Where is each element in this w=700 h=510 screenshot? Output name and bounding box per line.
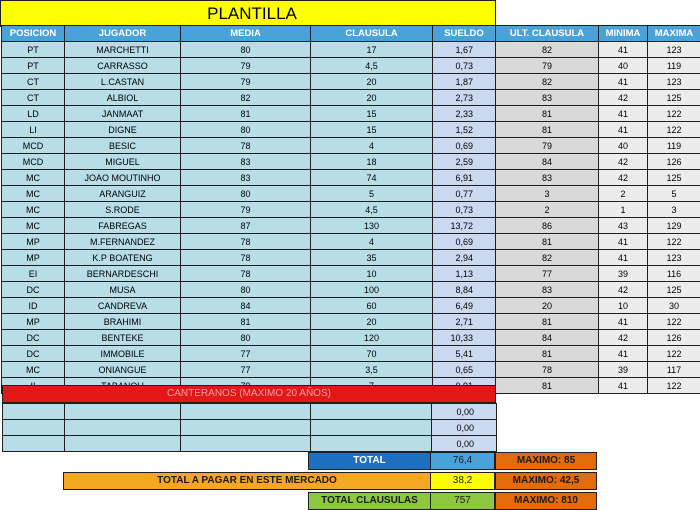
- col-header-sueldo[interactable]: SUELDO: [433, 26, 496, 42]
- cell-jugador[interactable]: M.FERNANDEZ: [65, 234, 181, 250]
- total-max-text: MAXIMO: 85: [517, 455, 575, 466]
- cell-ult-clausula[interactable]: 83: [496, 90, 599, 106]
- roster-table: [1, 25, 700, 394]
- cell-clausula[interactable]: 15: [311, 106, 433, 122]
- cell-media[interactable]: 79: [181, 74, 311, 90]
- cell-jugador[interactable]: CARRASSO: [65, 58, 181, 74]
- cell-maxima[interactable]: 122: [648, 346, 700, 362]
- cell-ult-clausula[interactable]: 83: [496, 282, 599, 298]
- sheet-title: [0, 0, 496, 27]
- cell-posicion[interactable]: DC: [2, 330, 65, 346]
- cell-maxima[interactable]: 125: [648, 170, 700, 186]
- cell-ult-clausula[interactable]: 77: [496, 266, 599, 282]
- cell-media[interactable]: 80: [181, 282, 311, 298]
- cell-minima[interactable]: 39: [599, 362, 648, 378]
- cell-posicion[interactable]: MC: [2, 218, 65, 234]
- cell-clausula[interactable]: 3,5: [311, 362, 433, 378]
- cell-media[interactable]: 78: [181, 234, 311, 250]
- cell-media[interactable]: 80: [181, 330, 311, 346]
- cell-posicion[interactable]: ID: [2, 298, 65, 314]
- cell-jugador[interactable]: L.CASTAN: [65, 74, 181, 90]
- cell-clausula[interactable]: 4,5: [311, 58, 433, 74]
- table-row: [2, 42, 700, 58]
- cell-clausula[interactable]: 17: [311, 42, 433, 58]
- cell-minima[interactable]: 40: [599, 138, 648, 154]
- table-row: [2, 106, 700, 122]
- canteranos-empty-cell[interactable]: [181, 404, 311, 420]
- cell-clausula[interactable]: 4,5: [311, 202, 433, 218]
- cell-sueldo[interactable]: 1,87: [433, 74, 496, 90]
- col-header-maxima[interactable]: MAXIMA: [648, 26, 700, 42]
- total-label: [308, 452, 431, 470]
- cell-clausula[interactable]: 120: [311, 330, 433, 346]
- canteranos-empty-cell[interactable]: [65, 436, 181, 452]
- cell-media[interactable]: 80: [181, 122, 311, 138]
- cell-ult-clausula[interactable]: 78: [496, 362, 599, 378]
- total-label-text: TOTAL: [353, 455, 385, 466]
- cell-sueldo[interactable]: 0,73: [433, 58, 496, 74]
- cell-minima[interactable]: 41: [599, 42, 648, 58]
- cell-jugador[interactable]: BESIC: [65, 138, 181, 154]
- cell-sueldo[interactable]: 0,65: [433, 362, 496, 378]
- canteranos-row: [3, 436, 497, 452]
- cell-maxima[interactable]: 123: [648, 74, 700, 90]
- cell-clausula[interactable]: 130: [311, 218, 433, 234]
- canteranos-sueldo-cell[interactable]: 0,00: [432, 420, 497, 436]
- cell-maxima[interactable]: 3: [648, 202, 700, 218]
- cell-jugador[interactable]: JOAO MOUTINHO: [65, 170, 181, 186]
- sheet-title-text: PLANTILLA: [1, 1, 495, 27]
- cell-clausula[interactable]: 60: [311, 298, 433, 314]
- cell-sueldo[interactable]: 1,13: [433, 266, 496, 282]
- canteranos-empty-cell[interactable]: [65, 420, 181, 436]
- pagar-label-text: TOTAL A PAGAR EN ESTE MERCADO: [157, 475, 337, 486]
- cell-ult-clausula[interactable]: 81: [496, 346, 599, 362]
- cell-sueldo[interactable]: 0,73: [433, 202, 496, 218]
- cell-sueldo[interactable]: 2,71: [433, 314, 496, 330]
- cell-ult-clausula[interactable]: 82: [496, 42, 599, 58]
- cell-maxima[interactable]: 119: [648, 58, 700, 74]
- table-row: [2, 154, 700, 170]
- cell-jugador[interactable]: ARANGUIZ: [65, 186, 181, 202]
- cell-media[interactable]: 83: [181, 154, 311, 170]
- cell-posicion[interactable]: MP: [2, 314, 65, 330]
- cell-clausula[interactable]: 10: [311, 266, 433, 282]
- cell-clausula[interactable]: 35: [311, 250, 433, 266]
- cell-sueldo[interactable]: 0,77: [433, 186, 496, 202]
- cell-media[interactable]: 82: [181, 90, 311, 106]
- cell-posicion[interactable]: MC: [2, 186, 65, 202]
- cell-minima[interactable]: 41: [599, 122, 648, 138]
- cell-posicion[interactable]: MCD: [2, 154, 65, 170]
- cell-media[interactable]: 79: [181, 202, 311, 218]
- cell-minima[interactable]: 2: [599, 186, 648, 202]
- cell-ult-clausula[interactable]: 84: [496, 330, 599, 346]
- cell-media[interactable]: 80: [181, 42, 311, 58]
- cell-maxima[interactable]: 119: [648, 138, 700, 154]
- cell-jugador[interactable]: MIGUEL: [65, 154, 181, 170]
- cell-maxima[interactable]: 129: [648, 218, 700, 234]
- cell-ult-clausula[interactable]: 84: [496, 154, 599, 170]
- cell-media[interactable]: 80: [181, 186, 311, 202]
- cell-minima[interactable]: 39: [599, 266, 648, 282]
- clausulas-value-text: 757: [454, 495, 471, 506]
- cell-sueldo[interactable]: 5,41: [433, 346, 496, 362]
- cell-sueldo[interactable]: 10,33: [433, 330, 496, 346]
- cell-minima[interactable]: 41: [599, 314, 648, 330]
- cell-minima[interactable]: 1: [599, 202, 648, 218]
- clausulas-label: [308, 492, 431, 510]
- cell-clausula[interactable]: 74: [311, 170, 433, 186]
- cell-sueldo[interactable]: 1,67: [433, 42, 496, 58]
- cell-minima[interactable]: 41: [599, 250, 648, 266]
- cell-posicion[interactable]: LD: [2, 106, 65, 122]
- table-row: [2, 58, 700, 74]
- cell-jugador[interactable]: DIGNE: [65, 122, 181, 138]
- cell-posicion[interactable]: DC: [2, 282, 65, 298]
- cell-ult-clausula[interactable]: 86: [496, 218, 599, 234]
- cell-media[interactable]: 81: [181, 314, 311, 330]
- cell-maxima[interactable]: 5: [648, 186, 700, 202]
- cell-jugador[interactable]: S.RODE: [65, 202, 181, 218]
- cell-posicion[interactable]: MC: [2, 202, 65, 218]
- cell-sueldo[interactable]: 2,33: [433, 106, 496, 122]
- table-row: [2, 170, 700, 186]
- canteranos-header: [2, 385, 496, 403]
- cell-sueldo[interactable]: 0,69: [433, 234, 496, 250]
- cell-posicion[interactable]: CT: [2, 90, 65, 106]
- cell-maxima[interactable]: 122: [648, 378, 700, 394]
- cell-clausula[interactable]: 4: [311, 234, 433, 250]
- canteranos-header-text: CANTERANOS (MAXIMO 20 AÑOS): [167, 388, 331, 399]
- cell-maxima[interactable]: 30: [648, 298, 700, 314]
- cell-maxima[interactable]: 122: [648, 314, 700, 330]
- canteranos-empty-cell[interactable]: [311, 404, 432, 420]
- canteranos-empty-cell[interactable]: [181, 436, 311, 452]
- cell-clausula[interactable]: 20: [311, 314, 433, 330]
- cell-sueldo[interactable]: 13,72: [433, 218, 496, 234]
- cell-jugador[interactable]: ALBIOL: [65, 90, 181, 106]
- canteranos-sueldo-cell[interactable]: 0,00: [432, 436, 497, 452]
- cell-maxima[interactable]: 123: [648, 250, 700, 266]
- cell-posicion[interactable]: PT: [2, 42, 65, 58]
- cell-jugador[interactable]: MARCHETTI: [65, 42, 181, 58]
- cell-media[interactable]: 87: [181, 218, 311, 234]
- cell-minima[interactable]: 42: [599, 170, 648, 186]
- cell-maxima[interactable]: 123: [648, 42, 700, 58]
- cell-ult-clausula[interactable]: 81: [496, 234, 599, 250]
- canteranos-table: [2, 403, 497, 452]
- canteranos-empty-cell[interactable]: [3, 436, 65, 452]
- cell-jugador[interactable]: JANMAAT: [65, 106, 181, 122]
- table-row: [2, 138, 700, 154]
- cell-ult-clausula[interactable]: 83: [496, 170, 599, 186]
- cell-jugador[interactable]: BRAHIMI: [65, 314, 181, 330]
- cell-maxima[interactable]: 122: [648, 106, 700, 122]
- canteranos-sueldo-cell[interactable]: 0,00: [432, 404, 497, 420]
- table-row: [2, 282, 700, 298]
- total-value[interactable]: [430, 452, 495, 470]
- col-header-clausula[interactable]: CLAUSULA: [311, 26, 433, 42]
- col-header-ult-clausula[interactable]: ULT. CLAUSULA: [496, 26, 599, 42]
- cell-maxima[interactable]: 126: [648, 154, 700, 170]
- clausulas-value[interactable]: [430, 492, 495, 510]
- cell-sueldo[interactable]: 2,94: [433, 250, 496, 266]
- cell-clausula[interactable]: 18: [311, 154, 433, 170]
- roster-header-row: [2, 26, 700, 42]
- cell-minima[interactable]: 42: [599, 330, 648, 346]
- cell-ult-clausula[interactable]: 79: [496, 58, 599, 74]
- cell-minima[interactable]: 41: [599, 378, 648, 394]
- cell-posicion[interactable]: MC: [2, 362, 65, 378]
- table-row: [2, 218, 700, 234]
- cell-jugador[interactable]: IMMOBILE: [65, 346, 181, 362]
- cell-clausula[interactable]: 15: [311, 122, 433, 138]
- cell-jugador[interactable]: CANDREVA: [65, 298, 181, 314]
- cell-posicion[interactable]: MP: [2, 234, 65, 250]
- cell-posicion[interactable]: MP: [2, 250, 65, 266]
- cell-minima[interactable]: 42: [599, 282, 648, 298]
- cell-minima[interactable]: 40: [599, 58, 648, 74]
- cell-sueldo[interactable]: 0,69: [433, 138, 496, 154]
- cell-minima[interactable]: 41: [599, 234, 648, 250]
- cell-sueldo[interactable]: 2,73: [433, 90, 496, 106]
- cell-clausula[interactable]: 100: [311, 282, 433, 298]
- cell-maxima[interactable]: 125: [648, 90, 700, 106]
- cell-media[interactable]: 78: [181, 138, 311, 154]
- cell-media[interactable]: 77: [181, 346, 311, 362]
- pagar-value[interactable]: [430, 472, 495, 490]
- cell-maxima[interactable]: 122: [648, 122, 700, 138]
- table-row: [2, 90, 700, 106]
- cell-clausula[interactable]: 5: [311, 186, 433, 202]
- canteranos-empty-cell[interactable]: [65, 404, 181, 420]
- col-header-jugador[interactable]: JUGADOR: [65, 26, 181, 42]
- clausulas-label-text: TOTAL CLAUSULAS: [321, 495, 418, 506]
- canteranos-row: [3, 404, 497, 420]
- cell-minima[interactable]: 10: [599, 298, 648, 314]
- clausulas-max: [495, 492, 597, 510]
- canteranos-empty-cell[interactable]: [3, 404, 65, 420]
- total-value-text: 76,4: [453, 455, 472, 466]
- cell-ult-clausula[interactable]: 81: [496, 314, 599, 330]
- cell-minima[interactable]: 41: [599, 346, 648, 362]
- table-row: [2, 250, 700, 266]
- col-header-minima[interactable]: MINIMA: [599, 26, 648, 42]
- cell-maxima[interactable]: 116: [648, 266, 700, 282]
- cell-jugador[interactable]: MUSA: [65, 282, 181, 298]
- cell-clausula[interactable]: 20: [311, 90, 433, 106]
- cell-minima[interactable]: 43: [599, 218, 648, 234]
- cell-jugador[interactable]: FABREGAS: [65, 218, 181, 234]
- cell-media[interactable]: 78: [181, 250, 311, 266]
- pagar-label: [63, 472, 431, 490]
- canteranos-empty-cell[interactable]: [311, 420, 432, 436]
- table-row: [2, 314, 700, 330]
- cell-maxima[interactable]: 126: [648, 330, 700, 346]
- canteranos-row: [3, 420, 497, 436]
- cell-sueldo[interactable]: 8,84: [433, 282, 496, 298]
- cell-minima[interactable]: 41: [599, 74, 648, 90]
- cell-sueldo[interactable]: 2,59: [433, 154, 496, 170]
- cell-posicion[interactable]: EI: [2, 266, 65, 282]
- cell-clausula[interactable]: 70: [311, 346, 433, 362]
- cell-ult-clausula[interactable]: 82: [496, 250, 599, 266]
- cell-ult-clausula[interactable]: 81: [496, 122, 599, 138]
- cell-minima[interactable]: 41: [599, 106, 648, 122]
- cell-ult-clausula[interactable]: 79: [496, 138, 599, 154]
- cell-posicion[interactable]: LI: [2, 122, 65, 138]
- cell-media[interactable]: 83: [181, 170, 311, 186]
- cell-posicion[interactable]: MCD: [2, 138, 65, 154]
- cell-media[interactable]: 77: [181, 362, 311, 378]
- table-row: [2, 346, 700, 362]
- canteranos-empty-cell[interactable]: [3, 420, 65, 436]
- cell-posicion[interactable]: PT: [2, 58, 65, 74]
- cell-maxima[interactable]: 125: [648, 282, 700, 298]
- cell-media[interactable]: 78: [181, 266, 311, 282]
- cell-jugador[interactable]: BERNARDESCHI: [65, 266, 181, 282]
- cell-ult-clausula[interactable]: 81: [496, 106, 599, 122]
- cell-posicion[interactable]: DC: [2, 346, 65, 362]
- canteranos-empty-cell[interactable]: [181, 420, 311, 436]
- cell-minima[interactable]: 42: [599, 90, 648, 106]
- cell-jugador[interactable]: BENTEKE: [65, 330, 181, 346]
- cell-media[interactable]: 79: [181, 58, 311, 74]
- cell-maxima[interactable]: 122: [648, 234, 700, 250]
- cell-sueldo[interactable]: 1,52: [433, 122, 496, 138]
- table-row: [2, 362, 700, 378]
- table-row: [2, 298, 700, 314]
- total-max: [495, 452, 597, 470]
- cell-minima[interactable]: 42: [599, 154, 648, 170]
- cell-ult-clausula[interactable]: 20: [496, 298, 599, 314]
- table-row: [2, 330, 700, 346]
- cell-sueldo[interactable]: 6,91: [433, 170, 496, 186]
- cell-ult-clausula[interactable]: 81: [496, 378, 599, 394]
- cell-ult-clausula[interactable]: 3: [496, 186, 599, 202]
- table-row: [2, 266, 700, 282]
- cell-posicion[interactable]: CT: [2, 74, 65, 90]
- cell-jugador[interactable]: ONIANGUE: [65, 362, 181, 378]
- cell-maxima[interactable]: 117: [648, 362, 700, 378]
- cell-ult-clausula[interactable]: 82: [496, 74, 599, 90]
- pagar-max: [495, 472, 597, 490]
- table-row: [2, 202, 700, 218]
- table-row: [2, 186, 700, 202]
- cell-ult-clausula[interactable]: 2: [496, 202, 599, 218]
- cell-jugador[interactable]: K.P BOATENG: [65, 250, 181, 266]
- canteranos-empty-cell[interactable]: [311, 436, 432, 452]
- pagar-value-text: 38,2: [453, 475, 472, 486]
- table-row: [2, 122, 700, 138]
- cell-clausula[interactable]: 4: [311, 138, 433, 154]
- col-header-media[interactable]: MEDIA: [181, 26, 311, 42]
- pagar-max-text: MAXIMO: 42,5: [513, 475, 580, 486]
- cell-sueldo[interactable]: 6,49: [433, 298, 496, 314]
- cell-clausula[interactable]: 20: [311, 74, 433, 90]
- clausulas-max-text: MAXIMO: 810: [514, 495, 578, 506]
- col-header-posicion[interactable]: POSICION: [2, 26, 65, 42]
- cell-posicion[interactable]: MC: [2, 170, 65, 186]
- table-row: [2, 74, 700, 90]
- table-row: [2, 234, 700, 250]
- cell-media[interactable]: 84: [181, 298, 311, 314]
- cell-media[interactable]: 81: [181, 106, 311, 122]
